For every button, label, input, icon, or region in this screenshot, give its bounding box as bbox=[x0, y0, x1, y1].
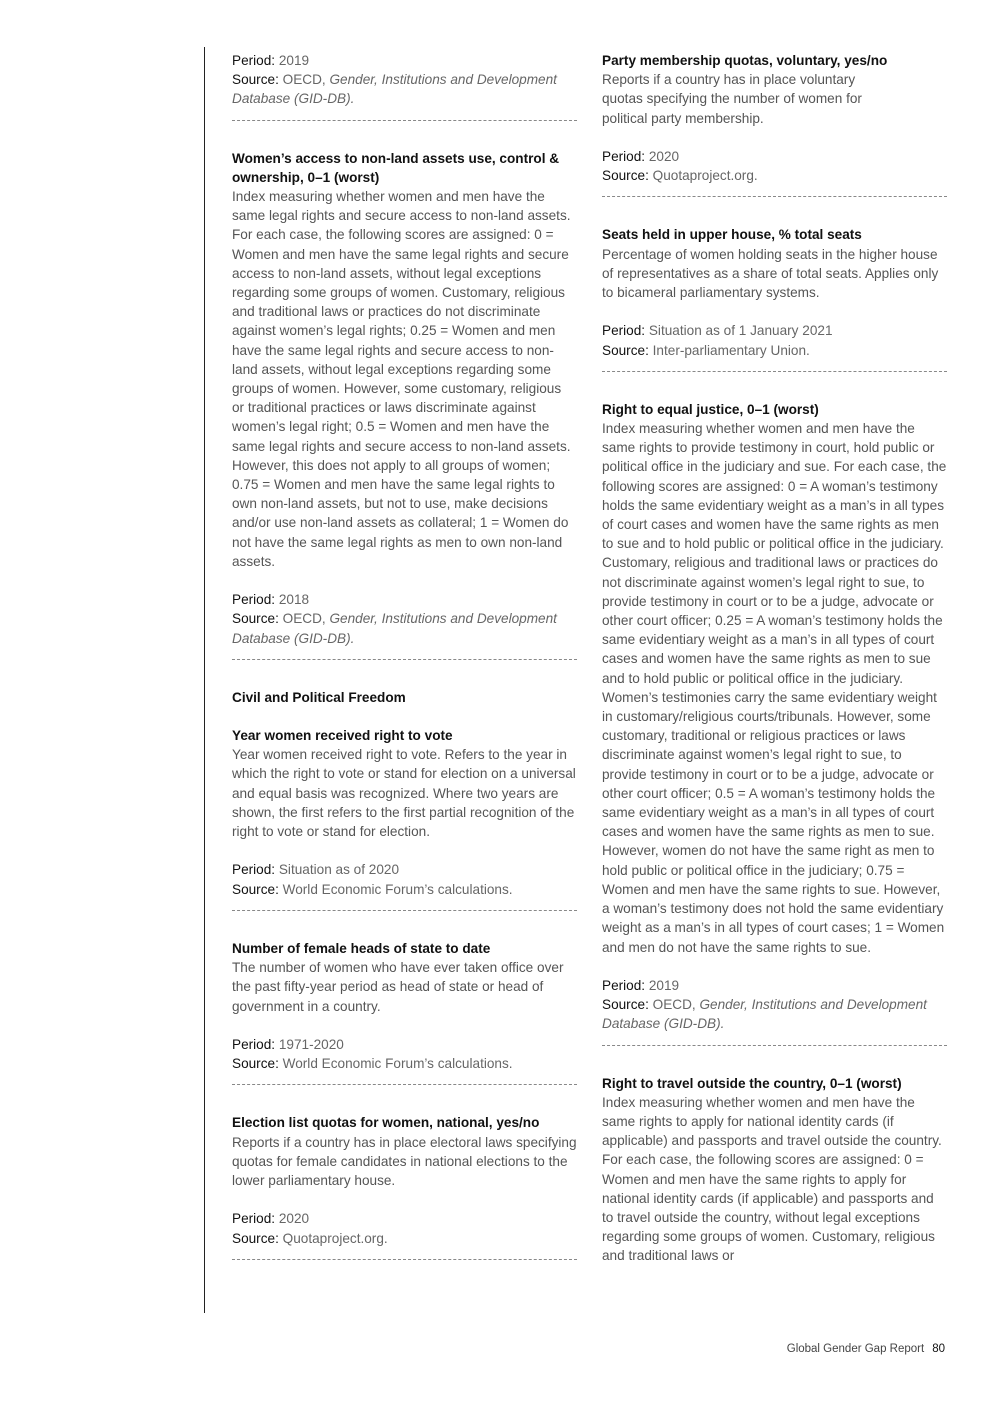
entry-description: The number of women who have ever taken office over the past fifty-year period as head of state or head of government in a country. bbox=[232, 960, 564, 1014]
entry-description: Reports if a country has in place electoral laws specifying quotas for female candidates in national elections to the lower parliamentary house. bbox=[232, 1134, 577, 1188]
divider bbox=[602, 196, 947, 197]
entry-title: Seats held in upper house, % total seats bbox=[602, 227, 862, 243]
entry-right-to-vote: Year women received right to vote Year women received right to vote. Refers to the year in which the right to vote or stand for election on a universal and equal basis was recognized. Where two years are shown, the first refers to the first partial recognition of the right to vote or stand for election. Period: Situation as of 2020 Source: World Economic Forum’s calculations. bbox=[232, 728, 576, 897]
period-label: Period bbox=[232, 1211, 272, 1227]
source-value: Quotaproject.org. bbox=[282, 1230, 388, 1246]
entry-travel bbox=[602, 1074, 947, 1266]
period-label: Period bbox=[602, 323, 642, 339]
period-label: Period bbox=[232, 862, 272, 878]
source-label: Source bbox=[602, 997, 646, 1013]
period-label: Period bbox=[232, 592, 272, 608]
source-prefix: OECD, bbox=[652, 997, 700, 1013]
period-label: Period bbox=[232, 53, 272, 68]
entry-title: Year women received right to vote bbox=[232, 728, 453, 744]
entry-description: Index measuring whether women and men have the same rights to apply for national identity cards (if applicable) and passports and travel outside the country. For each case, the following scores are assigned: 0 = Women and men have the same rights to apply for national identity cards (if applicable) and passports and to travel outside the country, without legal exceptions regarding some groups of women. Customary, religious and traditional laws or bbox=[602, 1094, 942, 1264]
period-label: Period bbox=[602, 149, 642, 164]
entry-description: Year women received right to vote. Refers to the year in which the right to vote or stand for election on a universal and equal basis was recognized. Where two years are shown, the first refers to the first partial recognition of the right to vote or stand for election. bbox=[232, 747, 576, 840]
period-label: Period bbox=[232, 1036, 272, 1052]
right-column bbox=[602, 51, 947, 1266]
source-label: Source bbox=[232, 611, 276, 627]
entry-upper-house: Seats held in upper house, % total seats Percentage of women holding seats in the higher house of representatives as a share of total seats. Applies only to bicameral parliamentary systems. Period: Situation as of 1 January 2021 Source: Inter-parliamentary Union. bbox=[602, 225, 947, 359]
source-label: Source bbox=[232, 881, 276, 897]
section-heading: Civil and Political Freedom bbox=[232, 689, 406, 705]
period-value: 2018 bbox=[278, 592, 310, 608]
divider bbox=[602, 371, 947, 372]
page-number: 80 bbox=[932, 1343, 945, 1355]
entry-title: Party membership quotas, voluntary, yes/no bbox=[602, 53, 888, 68]
divider bbox=[232, 659, 577, 660]
source-label: Source bbox=[232, 1230, 276, 1246]
entry-nonland-assets: Women’s access to non-land assets use, control & ownership, 0–1 (worst) Index measuring whether women and men have the same legal rights and secure access to non-land assets. For each case, the following scores are assigned: 0 = Women and men have the same legal rights and secure access to non-land assets, without legal exceptions regarding some groups of women. Customary, religious and traditional laws or practices do not discriminate against women’s legal rights; 0.25 = Women and men have the same legal rights and secure access to non-land assets, without legal exceptions regarding some groups of women. However, some customary, religious or traditional practices or laws discriminate against women’s legal right; 0.5 = Women and men have the same legal rights and secure access to non-land assets. However, this does not apply to all groups of women; 0.75 = Women and men have the same legal rights to own non-land assets, but not to use, make decisions and/or use non-land assets as collateral; 1 = Women do not have the same legal rights as men to own non-land assets. Period: 2018 Source: OECD, Gender, Institutions and Development Database (GID-DB). bbox=[232, 149, 577, 648]
source-label: Source bbox=[232, 72, 276, 88]
entry-title: Right to travel outside the country, 0–1 (worst) bbox=[602, 1075, 902, 1091]
entry-title: Number of female heads of state to date bbox=[232, 940, 491, 956]
entry-description: Index measuring whether women and men have the same legal rights and secure access to non-land assets. For each case, the following scores are assigned: 0 = Women and men have the same legal rights and secure access to non-land assets, without legal exceptions regarding some groups of women. Customary, religious and traditional laws or practices do not discriminate against women’s legal rights; 0.25 = Women and men have the same legal rights and secure access to non-land assets, without legal exceptions regarding some groups of women. However, some customary, religious or traditional practices or laws discriminate against women’s legal right; 0.5 = Women and men have the same legal rights and secure access to non-land assets. However, this does not apply to all groups of women; 0.75 = Women and men have the same legal rights to own non-land assets, but not to use, make decisions and/or use non-land assets as collateral; 1 = Women do not have the same legal rights as men to own non-land assets. bbox=[232, 189, 571, 569]
source-prefix: OECD, bbox=[282, 611, 330, 627]
entry-description: Reports if a country has in place voluntary quotas specifying the number of women for political party membership. bbox=[602, 72, 862, 126]
divider bbox=[232, 120, 577, 121]
source-value: World Economic Forum’s calculations. bbox=[282, 881, 513, 897]
period-value: Situation as of 1 January 2021 bbox=[648, 323, 833, 339]
entry-top-continued: Period: 2019 Source: OECD, Gender, Institutions and Development Database (GID-DB). bbox=[232, 53, 557, 107]
entry-party-quotas: Party membership quotas, voluntary, yes/no Reports if a country has in place voluntary quotas specifying the number of women for political party membership. Period: 2020 Source: Quotaproject.org. bbox=[602, 51, 947, 185]
period-label: Period bbox=[602, 977, 642, 993]
entry-title: Women’s access to non-land assets use, control & ownership, 0–1 (worst) bbox=[232, 150, 560, 185]
source-label: Source bbox=[232, 1056, 276, 1072]
entry-description: Percentage of women holding seats in the higher house of representatives as a share of total seats. Applies only to bicameral parliamentary systems. bbox=[602, 246, 939, 301]
divider bbox=[232, 1259, 577, 1260]
source-prefix: OECD, bbox=[282, 72, 330, 88]
period-value: 2019 bbox=[648, 977, 680, 993]
source-title: Gender, Institutions and Development Database (GID-DB). bbox=[232, 72, 557, 107]
period-value: 1971-2020 bbox=[278, 1036, 344, 1052]
report-title: Global Gender Gap Report bbox=[786, 1343, 925, 1355]
left-column bbox=[232, 51, 577, 1288]
entry-election-quotas: Election list quotas for women, national, yes/no Reports if a country has in place electoral laws specifying quotas for female candidates in national elections to the lower parliamentary house. Period: 2020 Source: Quotaproject.org. bbox=[232, 1115, 577, 1246]
source-value: Quotaproject.org. bbox=[652, 168, 758, 184]
entry-title: Right to equal justice, 0–1 (worst) bbox=[602, 401, 819, 417]
period-value: 2019 bbox=[278, 53, 310, 68]
divider bbox=[232, 910, 577, 911]
period-value: 2020 bbox=[648, 149, 680, 164]
source-label: Source bbox=[602, 168, 646, 184]
margin-rule bbox=[204, 47, 205, 1313]
entry-description: Index measuring whether women and men have the same rights to provide testimony in court, hold public or political office in the judiciary and sue. For each case, the following scores are assigned: 0 = A woman’s testimony holds the same evidentiary weight as a man’s in all types of court cases and women have the same rights as men to sue and to hold public or political office in the judiciary. Customary, religious and traditional laws or practices do not discriminate against women’s legal right to sue, to provide testimony in court or to be a judge, advocate or other court officer; 0.25 = A woman’s testimony holds the same evidentiary weight as a man’s in all types of court cases and women have the same rights as men to sue and to hold public or political office in the judiciary. Women’s testimonies carry the same evidentiary weight in customary/religious courts/tribunals. However, some customary, traditional or religious practices or laws discriminate against women’s legal right to sue, to provide testimony in court or to be a judge, advocate or other court officer; 0.5 = A woman’s testimony holds the same evidentiary weight as a man’s in all types of court cases and women have the same rights as men to sue. However, women do not have the same right as men to hold public or political office in the judiciary; 0.75 = Women and men have the same rights to sue. However, a woman’s testimony does not hold the same evidentiary weight as a man’s in all types of court cases; 1 = Women and men do not have the same rights to sue. bbox=[602, 421, 947, 955]
source-label: Source bbox=[602, 342, 646, 358]
source-title: Gender, Institutions and Development Database (GID-DB). bbox=[602, 997, 927, 1032]
period-value: Situation as of 2020 bbox=[278, 862, 400, 878]
source-value: World Economic Forum’s calculations. bbox=[282, 1056, 513, 1072]
entry-female-heads: Number of female heads of state to date The number of women who have ever taken office over the past fifty-year period as head of state or head of government in a country. Period: 1971-2020 Source: World Economic Forum’s calculations. bbox=[232, 939, 577, 1073]
source-title: Gender, Institutions and Development Database (GID-DB). bbox=[232, 611, 557, 646]
period-value: 2020 bbox=[278, 1211, 310, 1227]
entry-equal-justice: Right to equal justice, 0–1 (worst) Index measuring whether women and men have the same rights to provide testimony in court, hold public or political office in the judiciary and sue. For each case, the following scores are assigned: 0 = A woman’s testimony holds the same evidentiary weight as a man’s in all types of court cases and women have the same rights as men to sue and to hold public or political office in the judiciary. Customary, religious and traditional laws or practices do not discriminate against women’s legal right to sue, to provide testimony in court or to be a judge, advocate or other court officer; 0.25 = A woman’s testimony holds the same evidentiary weight as a man’s in all types of court cases and women have the same rights as men to sue and to hold public or political office in the judiciary. Women’s testimonies carry the same evidentiary weight in customary/religious courts/tribunals. However, some customary, traditional or religious practices or laws discriminate against women’s legal right to sue, to provide testimony in court or to be a judge, advocate or other court officer; 0.5 = A woman’s testimony holds the same evidentiary weight as a man’s in all types of court cases and women have the same rights as men to sue. However, women do not have the same right as men to hold public or political office in the judiciary; 0.75 = Women and men have the same rights to sue. However, a woman’s testimony does not hold the same evidentiary weight as a man’s in all types of court cases; 1 = Women and men do not have the same rights to sue. Period: 2019 Source: OECD, Gender, Institutions and Development Database (GID-DB). bbox=[602, 401, 947, 1032]
page-footer bbox=[700, 1343, 945, 1355]
divider bbox=[232, 1084, 577, 1085]
source-value: Inter-parliamentary Union. bbox=[652, 342, 810, 358]
entry-title: Election list quotas for women, national, yes/no bbox=[232, 1115, 540, 1131]
divider bbox=[602, 1045, 947, 1046]
